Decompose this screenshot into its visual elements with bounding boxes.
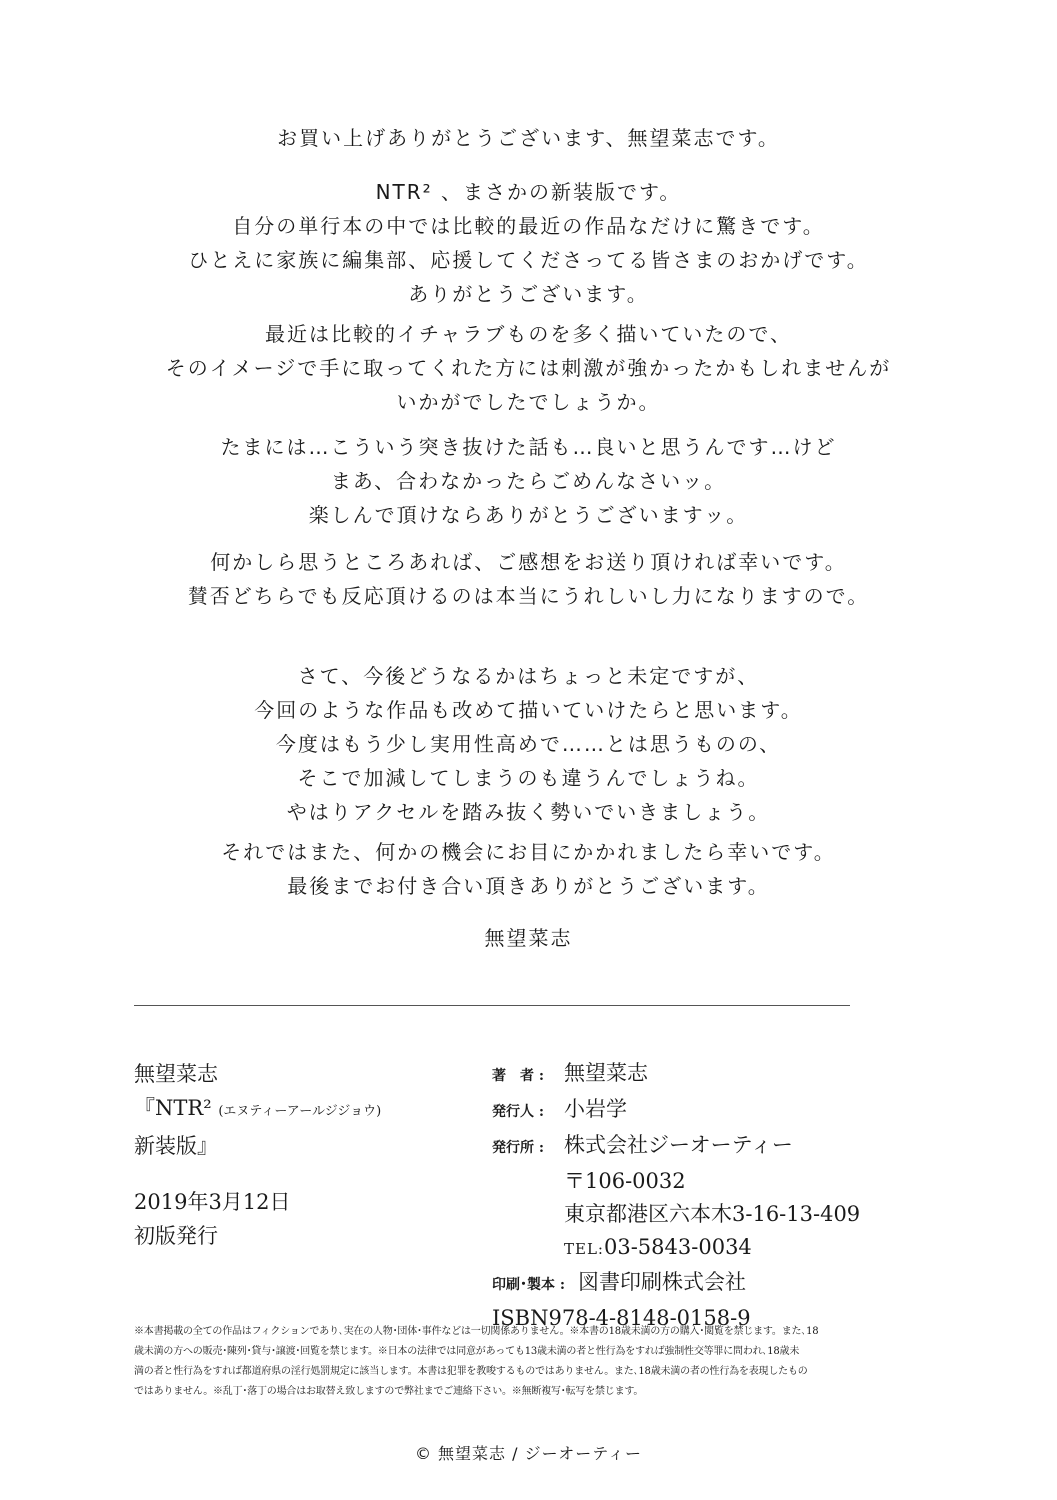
message-line: さて、今後どうなるかはちょっと未定ですが、	[297, 664, 760, 688]
message-line: そのイメージで手に取ってくれた方には刺激が強かったかもしれませんが	[165, 356, 892, 380]
message-line: 最近は比較的イチャラブものを多く描いていたので、	[265, 322, 792, 346]
author-value: 無望菜志	[564, 1061, 648, 1085]
notice-line: 歳未満の方への販売･陳列･貸与･譲渡･回覧を禁じます。※日本の法律では同意があっても13歳未満の者と性行為をすれば強制性交等罪に問われ､18歳未	[134, 1346, 800, 1357]
isbn: ISBN978-4-8148-0158-9	[492, 1306, 751, 1330]
message-line: ありがとうございます。	[408, 282, 649, 306]
message-line: 何かしら思うところあれば、ご感想をお送り頂ければ幸いです。	[210, 550, 847, 574]
message-line: 最後までお付き合い頂きありがとうございます。	[287, 874, 770, 898]
afterword-message	[60, 121, 997, 155]
message-line: 今度はもう少し実用性高めで……とは思うものの、	[275, 732, 782, 756]
legal-notice	[134, 1322, 854, 1402]
afterword-paragraph	[60, 430, 997, 532]
tel-value: 03-5843-0034	[603, 1235, 752, 1259]
edition-label: 初版発行	[134, 1224, 218, 1248]
publisher-label: 発行所 :	[492, 1140, 545, 1156]
message-line: そこで加減してしまうのも違うんでしょうね。	[297, 766, 760, 790]
publisher-person-value: 小岩学	[564, 1097, 627, 1121]
telephone	[492, 1231, 872, 1266]
tel-label: TEL:	[564, 1240, 604, 1258]
message-line: 自分の単行本の中では比較的最近の作品なだけに驚きです。	[232, 214, 825, 238]
divider	[134, 1005, 850, 1006]
message-line: 賛否どちらでも反応頂けるのは本当にうれしいし力になりますので。	[187, 584, 870, 608]
title-edition: 新装版』	[134, 1134, 218, 1158]
colophon-row-publisher	[492, 1129, 872, 1165]
colophon-row-printer	[492, 1266, 872, 1302]
postal-code: 〒106-0032	[564, 1169, 686, 1193]
message-line: ひとえに家族に編集部、応援してくださってる皆さまのおかげです。	[188, 248, 869, 272]
afterword-paragraph	[60, 659, 997, 829]
colophon-details	[492, 1057, 872, 1335]
notice-line: 満の者と性行為をすれば都道府県の淫行処罰規定に該当します。本書は犯罪を教唆するものではありません。また､18歳未満の者の性行為を表現したもの	[134, 1366, 808, 1377]
message-line: それではまた、何かの機会にお目にかかれましたら幸いです。	[221, 840, 836, 864]
message-line: お買い上げありがとうございます、無望菜志です。	[277, 126, 780, 150]
title-reading: (エヌティーアールジジョウ)	[218, 1104, 382, 1119]
colophon-row-publisher-person	[492, 1093, 872, 1129]
printer-value: 図書印刷株式会社	[578, 1270, 746, 1294]
message-line: やはりアクセルを踏み抜く勢いでいきましょう。	[286, 800, 771, 824]
afterword-paragraph	[60, 317, 997, 419]
colophon-author-name: 無望菜志	[134, 1062, 218, 1086]
afterword-signature	[60, 921, 997, 955]
title-main: 『NTR²	[134, 1096, 212, 1120]
copyright-line: © 無望菜志 / ジーオーティー	[414, 1444, 643, 1463]
colophon-book-title	[134, 1091, 464, 1129]
colophon-row-author	[492, 1057, 872, 1093]
author-label: 著 者 :	[492, 1068, 545, 1084]
publisher-value: 株式会社ジーオーティー	[564, 1133, 793, 1157]
message-line: NTR² 、まさかの新装版です。	[375, 180, 682, 204]
signature: 無望菜志	[484, 926, 573, 950]
message-line: 楽しんで頂けならありがとうございますッ。	[308, 503, 749, 527]
message-line: 今回のような作品も改めて描いていけたらと思います。	[254, 698, 803, 722]
address: 東京都港区六本木3-16-13-409	[564, 1202, 861, 1226]
notice-line: ※本書掲載の全ての作品はフィクションであり､実在の人物･団体･事件などは一切関係ありません。※本書の18歳未満の方の購入･閲覧を禁じます。また､18	[134, 1326, 819, 1337]
publisher-person-label: 発行人 :	[492, 1104, 545, 1120]
message-line: たまには…こういう突き抜けた話も…良いと思うんです…けど	[220, 435, 837, 459]
message-line: まあ、合わなかったらごめんなさいッ。	[330, 469, 727, 493]
afterword-paragraph	[60, 175, 997, 311]
printer-label: 印刷･製本 :	[492, 1277, 566, 1293]
afterword-paragraph	[60, 835, 997, 903]
colophon-title-block	[134, 1057, 464, 1253]
publication-date: 2019年3月12日	[134, 1190, 291, 1214]
notice-line: ではありません。※乱丁･落丁の場合はお取替え致しますので弊社までご連絡下さい。※無断複写･転写を禁じます。	[134, 1386, 644, 1397]
afterword-paragraph	[60, 545, 997, 613]
message-line: いかがでしたでしょうか。	[396, 390, 661, 414]
